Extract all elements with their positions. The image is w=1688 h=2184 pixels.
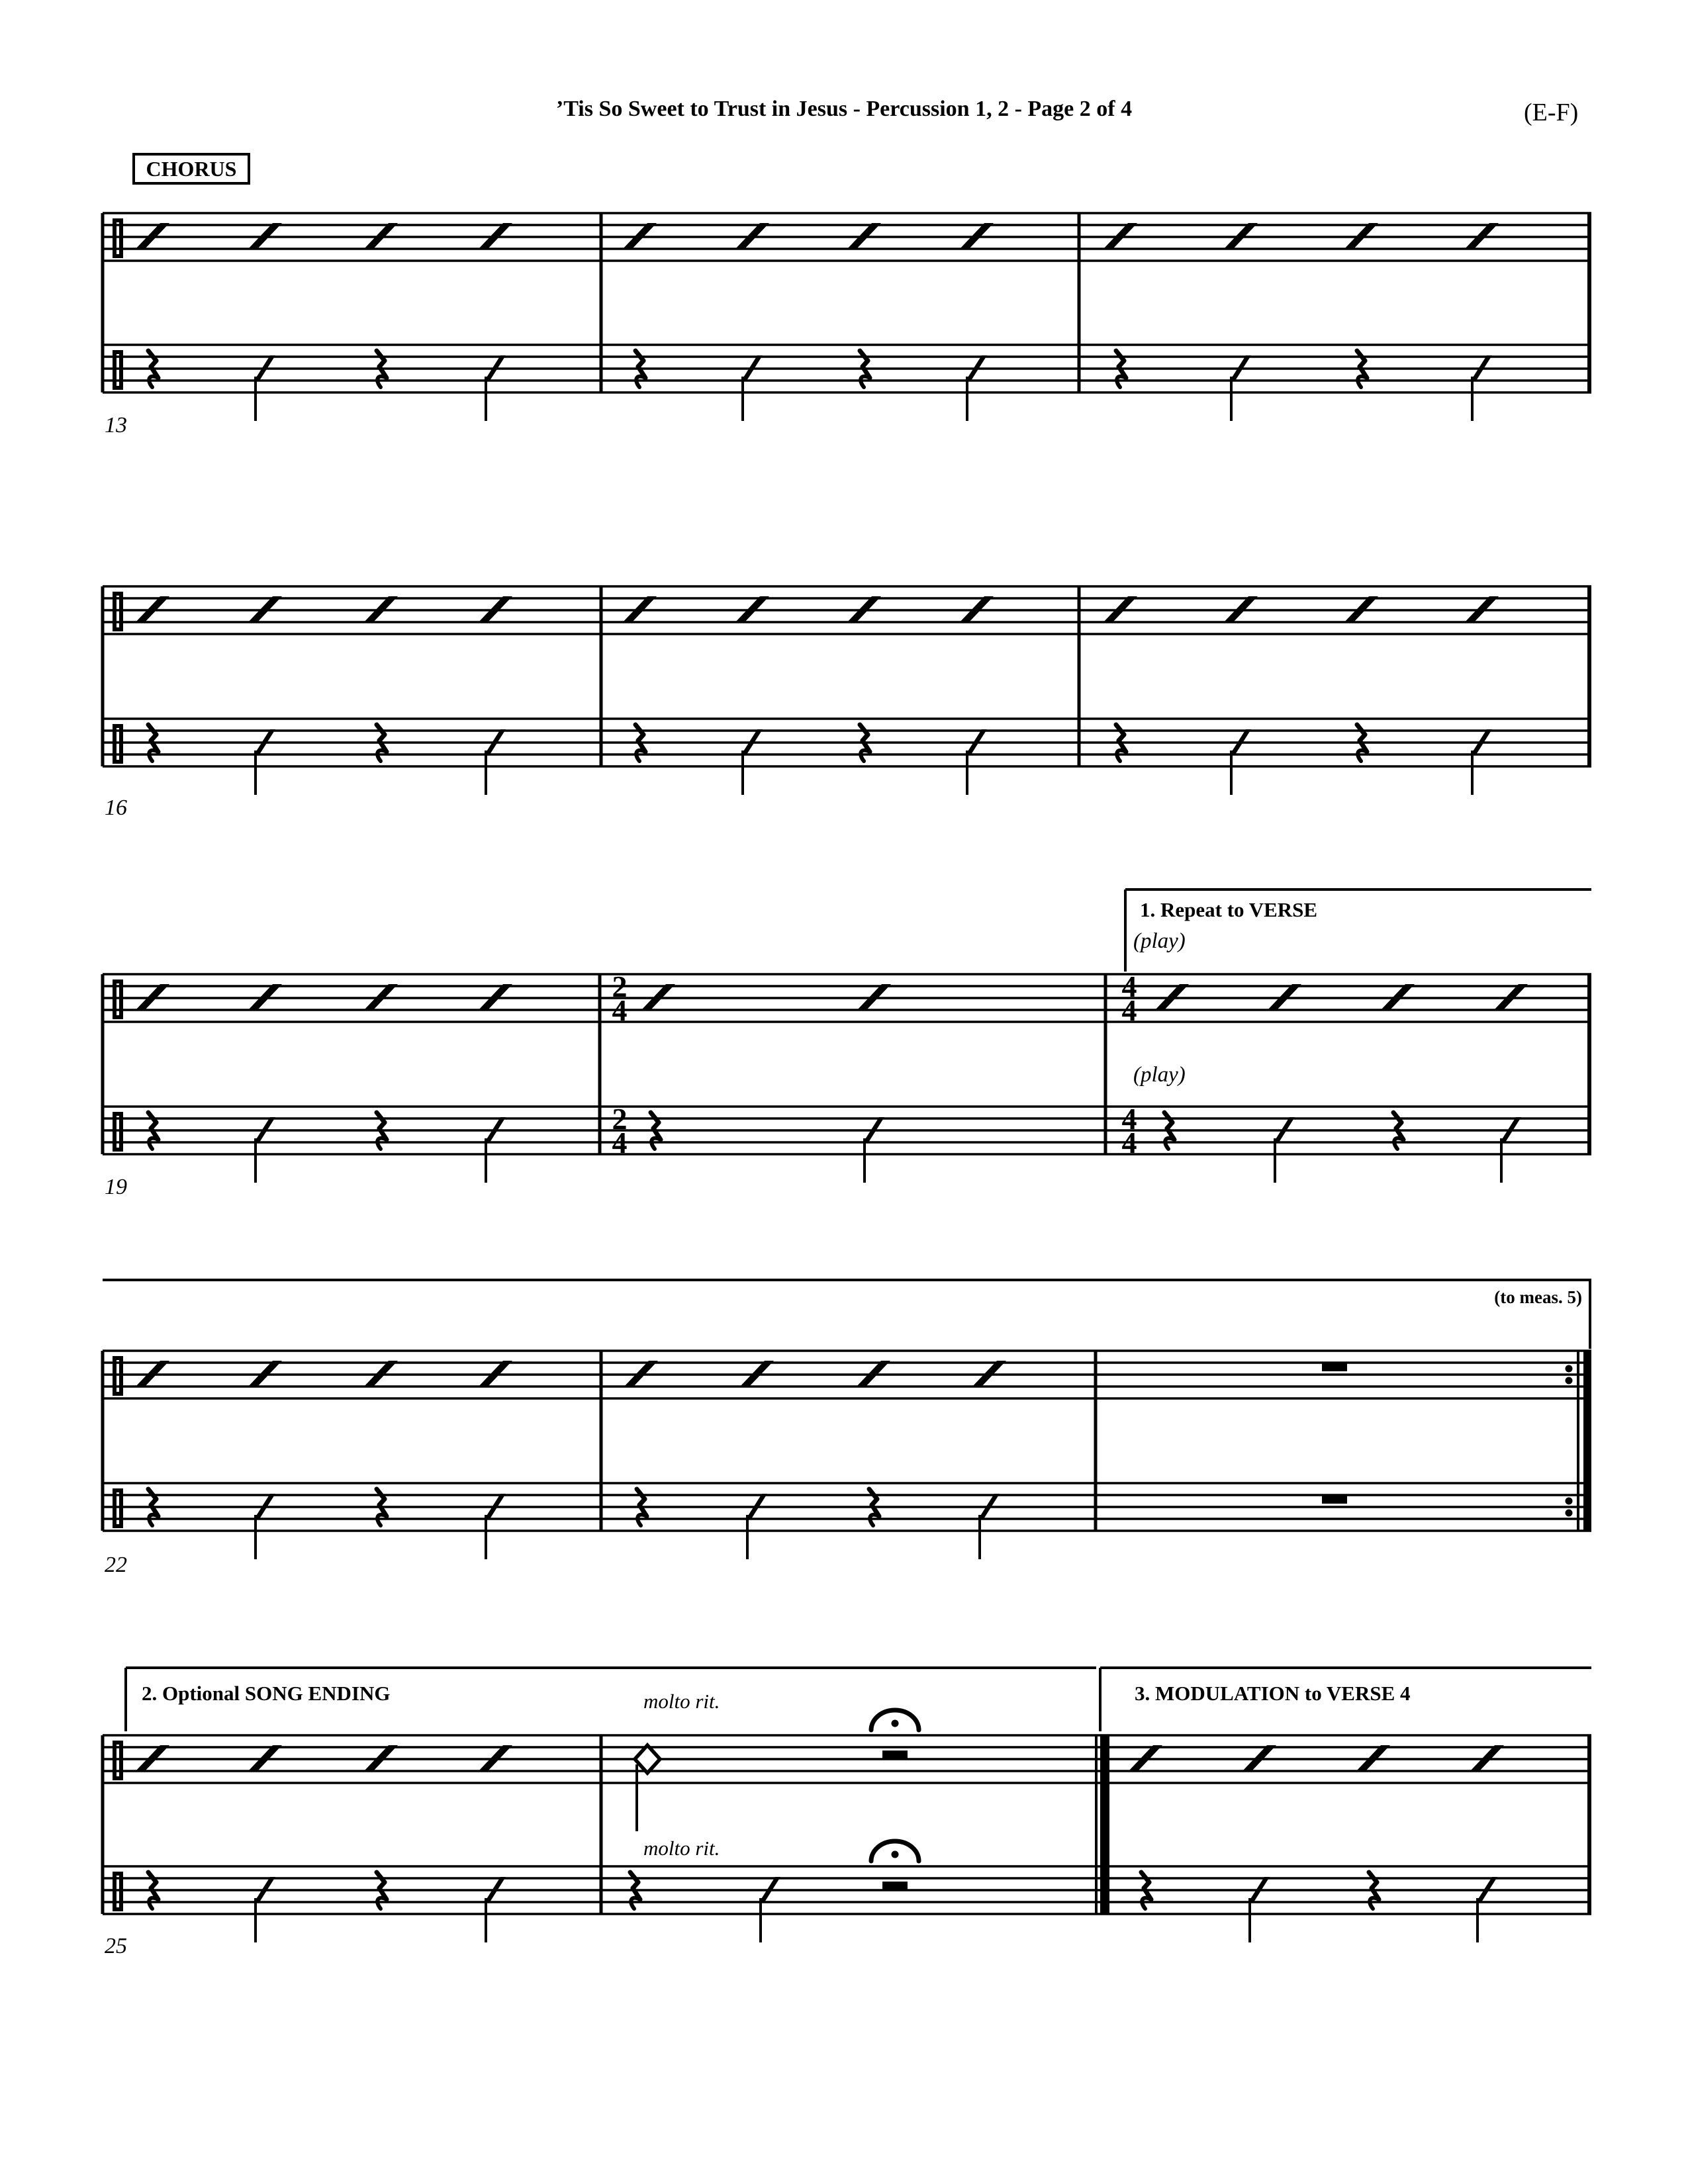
- system-m25: [103, 1668, 1591, 1942]
- time-signature-digit: 2: [612, 1102, 628, 1136]
- measure-number-16: 16: [105, 796, 127, 820]
- volta3-label: 3. MODULATION to VERSE 4: [1135, 1682, 1411, 1705]
- time-signature-digit: 4: [612, 993, 628, 1027]
- time-signature-digit: 2: [612, 970, 628, 1003]
- to-measure-label: (to meas. 5): [1494, 1287, 1582, 1307]
- play-direction-top: (play): [1133, 929, 1186, 953]
- page-title: ’Tis So Sweet to Trust in Jesus - Percussion 1, 2 - Page 2 of 4: [555, 97, 1133, 121]
- time-signature-digit: 4: [1121, 1126, 1137, 1160]
- system-m22: [103, 1280, 1591, 1559]
- measure-number-13: 13: [105, 413, 127, 437]
- time-signature-digit: 4: [1121, 970, 1137, 1003]
- measure-number-25: 25: [105, 1934, 127, 1958]
- molto-rit-top: molto rit.: [643, 1690, 720, 1713]
- system-m19: [103, 889, 1591, 1183]
- key-range-label: (E-F): [1524, 99, 1579, 126]
- volta2-label: 2. Optional SONG ENDING: [142, 1682, 391, 1705]
- volta1-label: 1. Repeat to VERSE: [1140, 898, 1318, 921]
- measure-number-22: 22: [105, 1553, 127, 1577]
- time-signature-digit: 4: [1121, 1102, 1137, 1136]
- system-m13: [103, 213, 1591, 421]
- time-signature-digit: 4: [1121, 993, 1137, 1027]
- section-label-chorus: CHORUS: [132, 153, 250, 185]
- play-direction-bottom: (play): [1133, 1063, 1186, 1087]
- measure-number-19: 19: [105, 1175, 127, 1199]
- molto-rit-bottom: molto rit.: [643, 1837, 720, 1860]
- time-signature-digit: 4: [612, 1126, 628, 1160]
- system-m16: [103, 586, 1591, 795]
